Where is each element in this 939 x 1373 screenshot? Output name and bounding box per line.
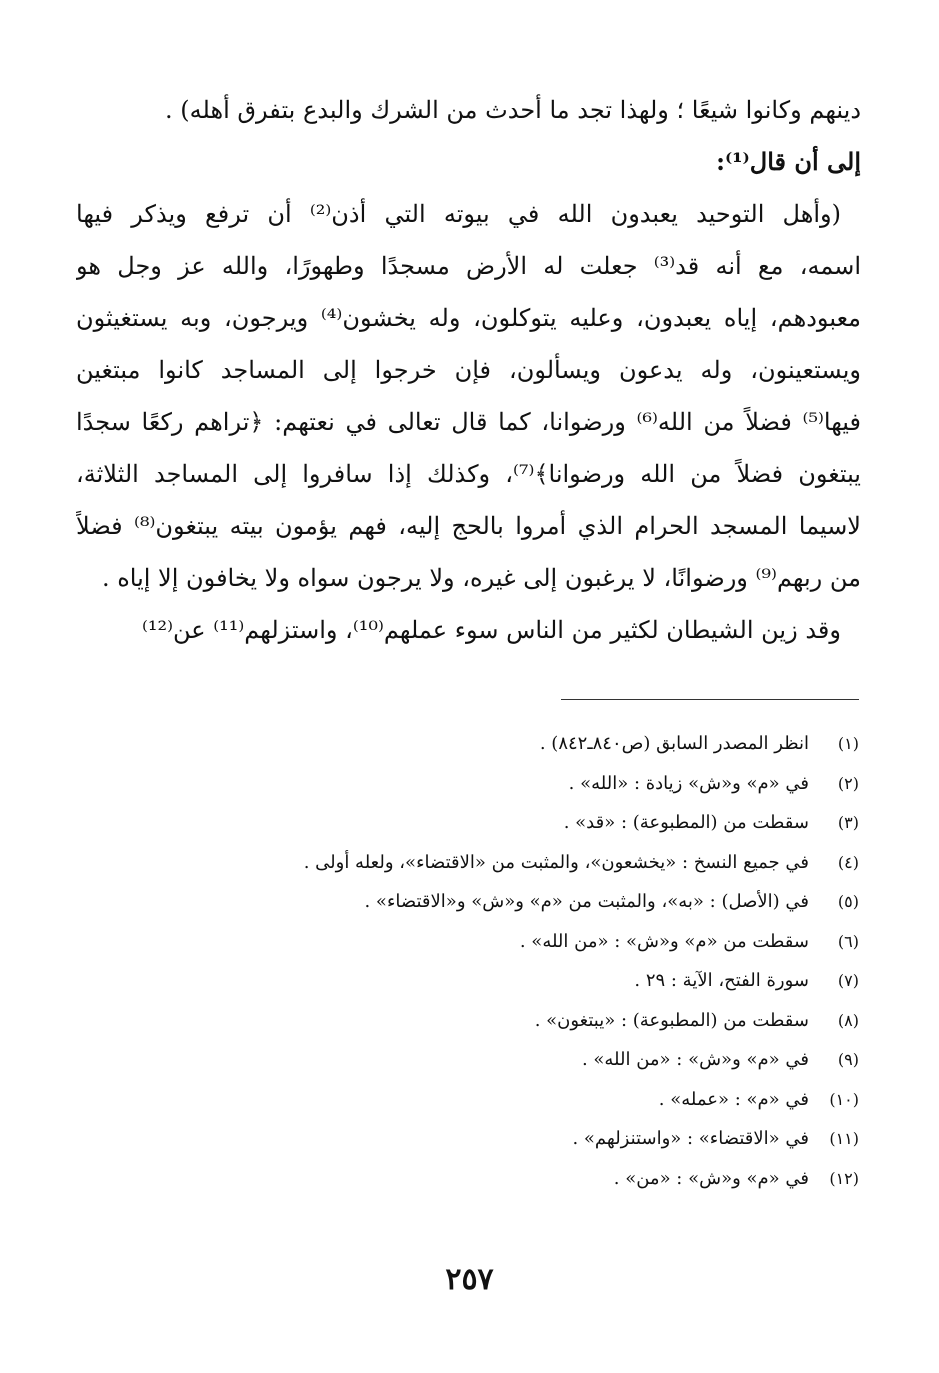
text-line: معبودهم، إياه يعبدون، وعليه يتوكلون، وله يخشون⁽⁴⁾ ويرجون، وبه يستغيثون — [76, 304, 861, 332]
text-line: فيها⁽⁵⁾ فضلاً من الله⁽⁶⁾ ورضوانا، كما قال تعالى في نعتهم: ﴿تراهم ركعًا سجدًا — [76, 408, 861, 436]
footnote-number: (٩) — [837, 1050, 859, 1069]
footnote-text: في «م» : «عمله» . — [658, 1088, 809, 1110]
footnote-number: (٢) — [837, 773, 859, 793]
footnote-text: في (الأصل) : «به»، والمثبت من «م» و«ش» و«الاقتضاء» . — [364, 891, 809, 912]
section-heading: إلى أن قال⁽¹⁾: — [716, 147, 861, 176]
main-text — [76, 84, 861, 656]
footnote-item — [159, 961, 859, 1001]
footnote-item — [159, 1080, 859, 1120]
footnote-text: في جميع النسخ : «يخشعون»، والمثبت من «الاقتضاء»، ولعله أولى . — [303, 851, 809, 873]
footnote-item — [159, 843, 859, 883]
text-line: (وأهل التوحيد يعبدون الله في بيوته التي أذن⁽²⁾ أن ترفع ويذكر فيها — [76, 200, 842, 228]
footnote-number: (١) — [837, 734, 859, 753]
text-line: لاسيما المسجد الحرام الذي أمروا بالحج إليه، فهم يؤمون بيته يبتغون⁽⁸⁾ فضلاً — [76, 512, 861, 540]
footnote-item — [159, 1159, 859, 1199]
footnote-number: (٣) — [837, 813, 859, 832]
footnote-text: في «الاقتضاء» : «واستنزلهم» . — [572, 1128, 809, 1149]
footnote-number: (١١) — [829, 1129, 859, 1148]
footnote-text: سقطت من «م» و«ش» : «من الله» . — [519, 930, 809, 952]
footnote-number: (١٢) — [829, 1168, 859, 1188]
text-line: ويستعينون، وله يدعون ويسألون، فإن خرجوا إلى المساجد كانوا مبتغين — [76, 356, 861, 384]
footnote-number: (٦) — [837, 931, 859, 951]
footnote-item — [159, 882, 859, 922]
footnote-text: سقطت من (المطبوعة) : «قد» . — [563, 812, 809, 833]
footnote-number: (١٠) — [829, 1089, 859, 1109]
footnote-item — [159, 764, 859, 804]
text-line: يبتغون فضلاً من الله ورضوانا﴾⁽⁷⁾، وكذلك إذا سافروا إلى المساجد الثلاثة، — [76, 460, 861, 488]
text-line: اسمه، مع أنه قد⁽³⁾ جعلت له الأرض مسجدًا وطهورًا، والله عز وجل هو — [76, 252, 861, 280]
footnote-text: في «م» و«ش» : «من الله» . — [581, 1049, 809, 1070]
footnote-number: (٤) — [837, 852, 859, 872]
footnote-text: في «م» و«ش» : «من» . — [613, 1167, 809, 1189]
footnote-separator — [561, 699, 859, 700]
page-number: ٢٥٧ — [445, 1262, 494, 1297]
footnote-item — [159, 1119, 859, 1159]
text-line: وقد زين الشيطان لكثير من الناس سوء عملهم⁽¹⁰⁾، واستزلهم⁽¹¹⁾ عن⁽¹²⁾ — [141, 616, 841, 644]
text-line: دينهم وكانوا شيعًا ؛ ولهذا تجد ما أحدث من الشرك والبدع بتفرق أهله) . — [165, 96, 861, 124]
footnote-number: (٨) — [837, 1010, 859, 1030]
footnote-number: (٧) — [837, 971, 859, 990]
footnote-item — [159, 922, 859, 962]
text-line: من ربهم⁽⁹⁾ ورضوانًا، لا يرغبون إلى غيره، ولا يرجون سواه ولا يخافون إلا إياه . — [101, 564, 861, 592]
footnote-item — [159, 1001, 859, 1041]
footnote-text: سقطت من (المطبوعة) : «يبتغون» . — [534, 1009, 809, 1031]
footnote-text: في «م» و«ش» زيادة : «الله» . — [568, 772, 809, 794]
footnote-item — [159, 803, 859, 843]
footnotes-list — [159, 724, 859, 1198]
footnote-text: سورة الفتح، الآية : ٢٩ . — [634, 970, 809, 991]
footnote-item — [159, 1040, 859, 1080]
footnote-item — [159, 724, 859, 764]
footnote-text: انظر المصدر السابق (ص٨٤٠ـ٨٤٢) . — [539, 733, 809, 754]
footnote-number: (٥) — [837, 892, 859, 911]
